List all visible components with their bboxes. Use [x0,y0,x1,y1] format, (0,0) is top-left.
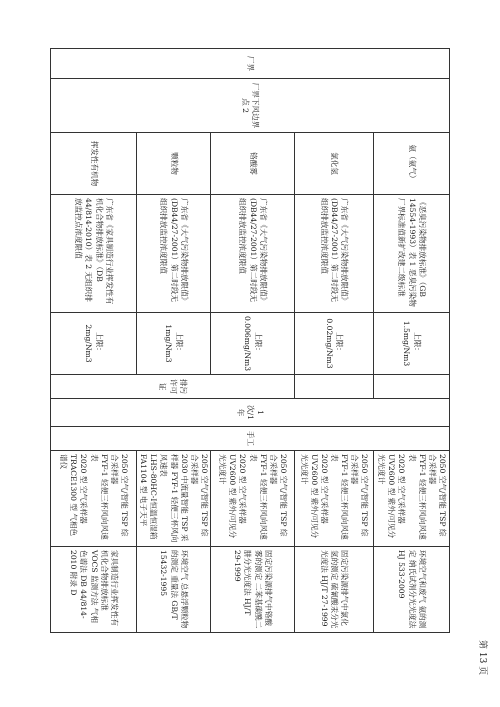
type-cell [374,375,450,399]
equipment-line: 2020 型 空气采样器 [238,454,248,524]
equipment-cell [51,451,137,547]
limit-cell: 上限：1mg/Nm3 [137,313,211,375]
table-row [137,49,211,633]
monitoring-table [50,48,450,633]
equipment-cell [374,451,450,547]
equipment-line: 2050 空气/智能 TSP 综合采样器 [189,454,209,537]
equipment-line: 2020 型 空气采样器 [397,454,407,524]
item-cell: 挥发性有机物 [51,133,137,195]
table-row [211,49,295,633]
equipment-line: UV2600 型 紫外/可见分光光度计 [299,454,319,539]
standard-cell: 广东省《大气污染物排放限值》(DB44/27-2001）第二时段无组织排放监控浓度限值 [137,195,211,313]
table-row [295,49,374,633]
item-cell: 氨（氨气） [374,133,450,195]
page-number: 第 13 页 [477,640,487,676]
equipment-line: 2020 型 空气采样器 [320,454,329,524]
freq-cell: 1 次/1 年 [51,399,450,427]
method-cell: 家具制造行业挥发性有机化合物排放标准 VOCS 监测方法 气相色谱法 DB 44/814-2010 附录 D [51,547,137,633]
table-row [374,49,450,633]
limit-cell: 上限：0.006mg/Nm3 [211,313,295,375]
equipment-line: 2050 空气/智能 TSP 综合采样器 [350,454,370,537]
equipment-cell [295,451,374,547]
type-cell: 排污许可证 [51,375,295,399]
method-cell: 固定污染源排气中氯化氢的测定 硫氰酸汞分光光度法 HJ/T 27-1999 [295,547,374,633]
equipment-line: 2030 中流量智能 TSP 采样器 FYF-1 轻便三杯风向风速表 [159,454,189,543]
method-cell: 环境空气 总悬浮颗粒物的测定 重量法 GB/T 15432-1995 [137,547,211,633]
item-cell: 铬酸雾 [211,133,295,195]
group-cell: 厂界 [51,49,450,79]
item-cell: 颗粒物 [137,133,211,195]
limit-cell: 上限：0.02mg/Nm3 [295,313,374,375]
equipment-line: FYF-1 轻便三杯风向风速表 [407,454,427,540]
equipment-line: 2050 空气/智能 TSP 综合采样器 [427,454,447,537]
limit-cell: 上限：2mg/Nm3 [51,313,137,375]
equipment-cell [211,451,295,547]
equipment-line: FYF-1 轻便三杯风向风速表 [330,454,350,540]
equipment-line: 2050 空气/智能 TSP 综合采样器 [109,454,129,537]
table-row [51,49,137,633]
equipment-cell [137,451,211,547]
equipment-line: TRACE1300 型 气相色谱仪 [59,454,79,537]
type-cell [295,375,374,399]
method-cell: 固定污染源排气中铬酸雾的测定 二苯基碳酰二肼分光光度法 HJ/T 29-1999 [211,547,295,633]
equipment-line: UV2600 型 紫外/可见分光光度计 [218,454,238,539]
standard-cell: 广东省《大气污染物排放限值》(DB44/27-2001）第二时段无组织排放监控浓度限值 [295,195,374,313]
manual-cell: 手工 [51,427,450,451]
limit-cell: 上限：1.5mg/Nm3 [374,313,450,375]
equipment-line: FYF-1 轻便三杯风向风速表 [89,454,109,540]
equipment-line: 2050 空气/智能 TSP 综合采样器 [268,454,288,537]
method-cell: 环境空气和废气 氨的测定 纳氏试剂分光光度法 HJ 533-2009 [374,547,450,633]
equipment-line: UV2600 型 紫外/可见分光光度计 [377,454,397,539]
standard-cell: 《恶臭污染物排放标准》（GB 14554-1993）表 1 恶臭污染物厂界标准值新扩改建二级标准 [374,195,450,313]
item-cell: 氯化氢 [295,133,374,195]
standard-cell: 广东省《家具制造行业挥发性有机化合物排放标准》（DB 44/814-2010）表 2 无组织排放监控点浓度限值 [51,195,137,313]
equipment-line: 2020 型 空气采样器 [79,454,89,524]
point-cell: 厂界下风边界点 2 [51,79,450,133]
equipment-line: FYF-1 轻便三杯风向风速表 [248,454,268,540]
standard-cell: 广东省《大气污染物排放限值》(DB44/27-2001）第二时段无组织排放监控浓度限值 [211,195,295,313]
equipment-line: LHS-80HC-Ⅰ恒温恒湿箱 FA1104 型 电子天平 [139,454,159,540]
